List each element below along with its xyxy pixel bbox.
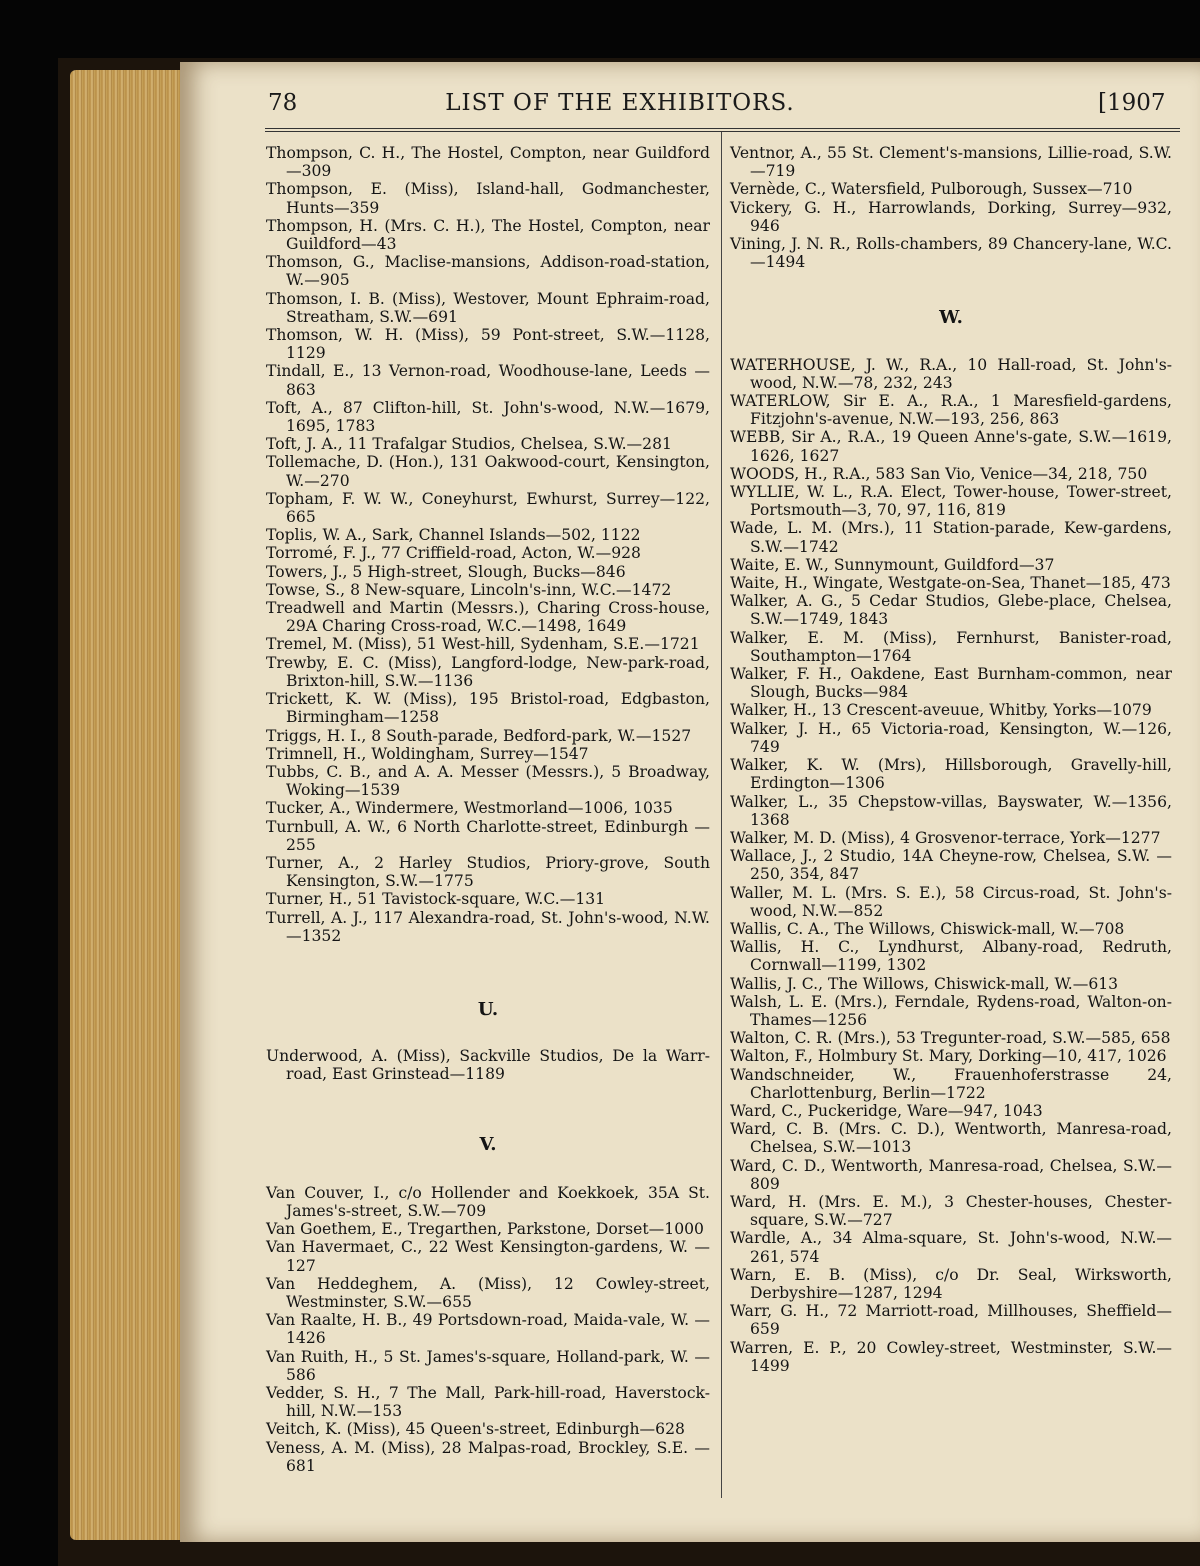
exhibitor-entry: WATERHOUSE, J. W., R.A., 10 Hall-road, St. John's-wood, N.W.—78, 232, 243 (730, 355, 1172, 392)
exhibitor-entry: Warr, G. H., 72 Marriott-road, Millhouses, Sheffield—659 (730, 1302, 1172, 1339)
exhibitor-entry: Wade, L. M. (Mrs.), 11 Station-parade, Kew-gardens, S.W.—1742 (730, 519, 1172, 556)
exhibitor-entry: Warren, E. P., 20 Cowley-street, Westminster, S.W.—1499 (730, 1338, 1172, 1375)
exhibitor-entry: Thompson, H. (Mrs. C. H.), The Hostel, Compton, near Guildford—43 (266, 216, 710, 254)
exhibitor-entry: Turrell, A. J., 117 Alexandra-road, St. John's-wood, N.W.—1352 (266, 908, 710, 945)
exhibitor-entry: Wallis, J. C., The Willows, Chiswick-mall, W.—613 (730, 974, 1119, 993)
left-column (266, 144, 710, 1475)
page-edges (70, 70, 198, 1540)
exhibitor-entry: Turner, H., 51 Tavistock-square, W.C.—131 (266, 890, 606, 909)
exhibitor-entry: Tindall, E., 13 Vernon-road, Woodhouse-lane, Leeds —863 (266, 362, 710, 399)
section-heading-v: V. (479, 1133, 497, 1155)
exhibitor-entry: Van Heddeghem, A. (Miss), 12 Cowley-street, Westminster, S.W.—655 (266, 1274, 710, 1311)
exhibitor-entry: Trewby, E. C. (Miss), Langford-lodge, New-park-road, Brixton-hill, S.W.—1136 (266, 653, 710, 690)
exhibitor-entry: Underwood, A. (Miss), Sackville Studios, De la Warr-road, East Grinstead—1189 (266, 1047, 710, 1084)
header-rule-double (265, 131, 1180, 132)
exhibitor-entry: Thompson, C. H., The Hostel, Compton, near Guildford —309 (266, 144, 710, 181)
exhibitor-entry: Ward, C. D., Wentworth, Manresa-road, Chelsea, S.W.—809 (730, 1156, 1172, 1193)
exhibitor-entry: Walker, E. M. (Miss), Fernhurst, Banister-road, Southampton—1764 (730, 628, 1172, 665)
exhibitor-entry: Ward, C., Puckeridge, Ware—947, 1043 (730, 1101, 1043, 1120)
exhibitor-entry: Ward, H. (Mrs. E. M.), 3 Chester-houses, Chester-square, S.W.—727 (730, 1192, 1172, 1230)
v-entries-continued (730, 144, 1172, 271)
page (180, 62, 1200, 1542)
t-entries (266, 144, 710, 945)
year-label: [1907 (1098, 90, 1166, 116)
exhibitor-entry: Waller, M. L. (Mrs. S. E.), 58 Circus-road, St. John's-wood, N.W.—852 (730, 883, 1172, 920)
w-entries (730, 356, 1172, 1375)
exhibitor-entry: Veitch, K. (Miss), 45 Queen's-street, Edinburgh—628 (266, 1420, 685, 1439)
exhibitor-entry: Walker, F. H., Oakdene, East Burnham-common, near Slough, Bucks—984 (730, 665, 1172, 702)
exhibitor-entry: Waite, H., Wingate, Westgate-on-Sea, Thanet—185, 473 (730, 574, 1171, 593)
exhibitor-entry: Vedder, S. H., 7 The Mall, Park-hill-road, Haverstock-hill, N.W.—153 (266, 1383, 710, 1421)
exhibitor-entry: Wallis, C. A., The Willows, Chiswick-mall, W.—708 (730, 919, 1125, 938)
exhibitor-entry: Treadwell and Martin (Messrs.), Charing Cross-house, 29A Charing Cross-road, W.C.—1498, 1649 (266, 599, 710, 636)
exhibitor-entry: Trickett, K. W. (Miss), 195 Bristol-road, Edgbaston, Birmingham—1258 (266, 690, 710, 727)
section-heading-u: U. (477, 998, 499, 1020)
exhibitor-entry: Van Raalte, H. B., 49 Portsdown-road, Maida-vale, W. —1426 (266, 1311, 710, 1348)
exhibitor-entry: Waite, E. W., Sunnymount, Guildford—37 (730, 555, 1055, 574)
page-number: 78 (268, 90, 298, 116)
exhibitor-entry: Trimnell, H., Woldingham, Surrey—1547 (266, 744, 589, 763)
exhibitor-entry: Walker, H., 13 Crescent-aveuue, Whitby, Yorks—1079 (730, 701, 1152, 720)
exhibitor-entry: Vickery, G. H., Harrowlands, Dorking, Surrey—932, 946 (730, 198, 1172, 235)
exhibitor-entry: Warn, E. B. (Miss), c/o Dr. Seal, Wirksworth, Derbyshire—1287, 1294 (730, 1265, 1172, 1302)
exhibitor-entry: Triggs, H. I., 8 South-parade, Bedford-park, W.—1527 (266, 726, 692, 745)
exhibitor-entry: Turner, A., 2 Harley Studios, Priory-grove, South Kensington, S.W.—1775 (266, 853, 710, 891)
exhibitor-entry: WOODS, H., R.A., 583 San Vio, Venice—34, 218, 750 (730, 464, 1148, 483)
exhibitor-entry: Walsh, L. E. (Mrs.), Ferndale, Rydens-road, Walton-on-Thames—1256 (730, 992, 1172, 1029)
exhibitor-entry: Thompson, E. (Miss), Island-hall, Godmanchester, Hunts—359 (266, 180, 710, 217)
exhibitor-entry: WATERLOW, Sir E. A., R.A., 1 Maresfield-gardens, Fitzjohn's-avenue, N.W.—193, 256, 863 (730, 392, 1172, 429)
exhibitor-entry: Towers, J., 5 High-street, Slough, Bucks—846 (266, 562, 626, 581)
exhibitor-entry: Walker, A. G., 5 Cedar Studios, Glebe-place, Chelsea, S.W.—1749, 1843 (730, 592, 1172, 629)
exhibitor-entry: Towse, S., 8 New-square, Lincoln's-inn, W.C.—1472 (266, 580, 672, 599)
exhibitor-entry: Torromé, F. J., 77 Criffield-road, Acton, W.—928 (266, 544, 641, 563)
exhibitor-entry: Walker, M. D. (Miss), 4 Grosvenor-terrace, York—1277 (730, 828, 1161, 847)
exhibitor-entry: Van Couver, I., c/o Hollender and Koekkoek, 35A St. James's-street, S.W.—709 (266, 1183, 710, 1220)
exhibitor-entry: WYLLIE, W. L., R.A. Elect, Tower-house, Tower-street, Portsmouth—3, 70, 97, 116, 819 (730, 483, 1172, 520)
exhibitor-entry: Tubbs, C. B., and A. A. Messer (Messrs.), 5 Broadway, Woking—1539 (266, 762, 710, 800)
u-entries (266, 1047, 710, 1083)
exhibitor-entry: Tremel, M. (Miss), 51 West-hill, Sydenham, S.E.—1721 (266, 635, 700, 654)
v-entries (266, 1184, 710, 1475)
exhibitor-entry: Walker, K. W. (Mrs), Hillsborough, Gravelly-hill, Erdington—1306 (730, 756, 1172, 793)
exhibitor-entry: Ventnor, A., 55 St. Clement's-mansions, Lillie-road, S.W.—719 (730, 144, 1172, 181)
exhibitor-entry: Walton, C. R. (Mrs.), 53 Tregunter-road, S.W.—585, 658 (730, 1029, 1171, 1048)
exhibitor-entry: Toft, J. A., 11 Trafalgar Studios, Chelsea, S.W.—281 (266, 435, 672, 454)
exhibitor-entry: Thomson, I. B. (Miss), Westover, Mount Ephraim-road, Streatham, S.W.—691 (266, 289, 710, 326)
column-divider (721, 132, 722, 1498)
exhibitor-entry: Tollemache, D. (Hon.), 131 Oakwood-court, Kensington, W.—270 (266, 453, 710, 490)
exhibitor-entry: WEBB, Sir A., R.A., 19 Queen Anne's-gate, S.W.—1619, 1626, 1627 (730, 428, 1172, 465)
exhibitor-entry: Vining, J. N. R., Rolls-chambers, 89 Chancery-lane, W.C.—1494 (730, 235, 1172, 272)
exhibitor-entry: Thomson, G., Maclise-mansions, Addison-road-station, W.—905 (266, 253, 710, 290)
exhibitor-entry: Van Havermaet, C., 22 West Kensington-gardens, W. —127 (266, 1238, 710, 1275)
exhibitor-entry: Wardle, A., 34 Alma-square, St. John's-wood, N.W.—261, 574 (730, 1229, 1172, 1266)
exhibitor-entry: Wandschneider, W., Frauenhoferstrasse 24, Charlottenburg, Berlin—1722 (730, 1065, 1172, 1102)
exhibitor-entry: Veness, A. M. (Miss), 28 Malpas-road, Brockley, S.E. —681 (266, 1438, 710, 1475)
exhibitor-entry: Van Ruith, H., 5 St. James's-square, Holland-park, W. —586 (266, 1347, 710, 1384)
exhibitor-entry: Walton, F., Holmbury St. Mary, Dorking—10, 417, 1026 (730, 1047, 1167, 1066)
exhibitor-entry: Van Goethem, E., Tregarthen, Parkstone, Dorset—1000 (266, 1220, 704, 1239)
exhibitor-entry: Tucker, A., Windermere, Westmorland—1006, 1035 (266, 799, 673, 818)
exhibitor-entry: Walker, L., 35 Chepstow-villas, Bayswater, W.—1356, 1368 (730, 792, 1172, 829)
exhibitor-entry: Walker, J. H., 65 Victoria-road, Kensington, W.—126, 749 (730, 719, 1172, 756)
exhibitor-entry: Thomson, W. H. (Miss), 59 Pont-street, S.W.—1128, 1129 (266, 326, 710, 363)
page-title: LIST OF THE EXHIBITORS. (445, 90, 795, 116)
header-rule (265, 128, 1180, 129)
exhibitor-entry: Toft, A., 87 Clifton-hill, St. John's-wood, N.W.—1679, 1695, 1783 (266, 398, 710, 436)
exhibitor-entry: Wallace, J., 2 Studio, 14A Cheyne-row, Chelsea, S.W. —250, 354, 847 (730, 847, 1172, 884)
exhibitor-entry: Ward, C. B. (Mrs. C. D.), Wentworth, Manresa-road, Chelsea, S.W.—1013 (730, 1120, 1172, 1157)
exhibitor-entry: Turnbull, A. W., 6 North Charlotte-street, Edinburgh —255 (266, 817, 710, 854)
exhibitor-entry: Topham, F. W. W., Coneyhurst, Ewhurst, Surrey—122, 665 (266, 489, 710, 527)
exhibitor-entry: Wallis, H. C., Lyndhurst, Albany-road, Redruth, Cornwall—1199, 1302 (730, 938, 1172, 975)
exhibitor-entry: Toplis, W. A., Sark, Channel Islands—502, 1122 (266, 526, 641, 545)
section-heading-w: W. (939, 307, 963, 329)
exhibitor-entry: Vernède, C., Watersfield, Pulborough, Sussex—710 (730, 180, 1133, 199)
right-column (730, 144, 1172, 1375)
